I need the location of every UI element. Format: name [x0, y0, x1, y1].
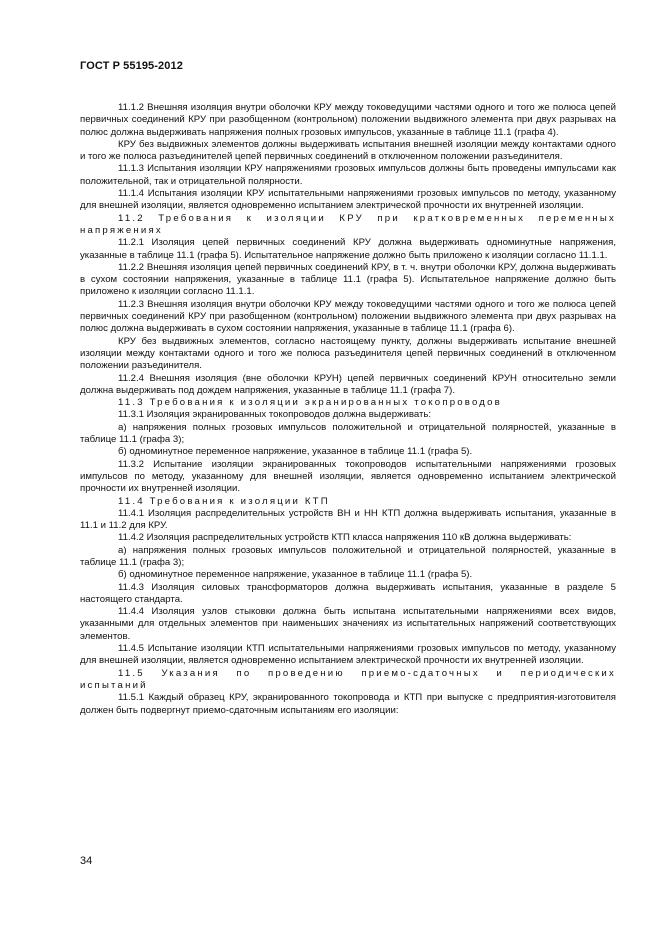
paragraph: 11.1.3 Испытания изоляции КРУ напряжениями грозовых импульсов должны быть проведены импульсами как положительной, так и отрицательной полярности. [80, 163, 616, 187]
paragraph: 11.4.4 Изоляция узлов стыковки должна быть испытана испытательными напряжениями всех видов, указанными для отдельных элементов при наименьших значениях из испытательных напряжений соответствующих элементов. [80, 606, 616, 642]
paragraph: 11.4.5 Испытание изоляции КТП испытательными напряжениями грозовых импульсов по методу, указанному для внешней изоляции, является одновременно испытанием электрической прочности их внутренней изоляции. [80, 643, 616, 667]
paragraph: а) напряжения полных грозовых импульсов положительной и отрицательной полярностей, указанные в таблице 11.1 (графа 3); [80, 544, 616, 568]
paragraph: 11.2.1 Изоляция цепей первичных соединений КРУ должна выдерживать одноминутные напряжения, указанные в таблице 11.1 (графа 5). Испытательное напряжение должно быть приложено к изоляции согласно 11.1.1. [80, 237, 616, 261]
section-heading: 11.5 Указания по проведению приемо-сдаточных и периодических испытаний [80, 667, 616, 691]
paragraph: а) напряжения полных грозовых импульсов положительной и отрицательной полярностей, указанные в таблице 11.1 (графа 3); [80, 421, 616, 446]
section-heading: 11.4 Требования к изоляции КТП [118, 495, 330, 507]
paragraph: 11.2.3 Внешняя изоляция внутри оболочки КРУ между токоведущими частями одного и того же полюса цепей первичных соединений КРУ при разобщенном (контрольном) положении выдвижного элемента при двух разрывах на полюс должна выдерживать в сухом состоянии напряжения, указанные в таблице 11.1 (графа 6). [80, 298, 616, 335]
paragraph: 11.2.2 Внешняя изоляция цепей первичных соединений КРУ, в т. ч. внутри оболочки КРУ, должна выдерживать в сухом состоянии напряжения, указанные в таблице 11.1 (графа 5). Испытательное напряжение должно быть приложено к изоляции согласно 11.1.1. [80, 261, 616, 298]
section-heading: 11.2 Требования к изоляции КРУ при кратковременных переменных напряжениях [80, 212, 616, 236]
paragraph: б) одноминутное переменное напряжение, указанное в таблице 11.1 (графа 5). [118, 569, 473, 581]
paragraph: б) одноминутное переменное напряжение, указанное в таблице 11.1 (графа 5). [118, 446, 473, 458]
paragraph: КРУ без выдвижных элементов должны выдерживать испытания внешней изоляции между контактами одного и того же полюса разъединителей цепей первичных соединений в отключенном положении разъединителя. [80, 138, 616, 163]
document-body [80, 102, 616, 717]
page-number: 34 [80, 855, 93, 867]
paragraph: КРУ без выдвижных элементов, согласно настоящему пункту, должны выдерживать испытание внешней изоляции между контактами одного и того же полюса разъединителя цепей первичных соединений в отключенном положении разъединителя. [80, 335, 616, 372]
paragraph: 11.2.4 Внешняя изоляция (вне оболочки КРУН) цепей первичных соединений КРУН относительно земли должна выдерживать под дождем напряжения, указанные в таблице 11.1 (графа 7). [80, 372, 616, 396]
paragraph: 11.4.1 Изоляция распределительных устройств ВН и НН КТП должна выдерживать испытания, указанные в 11.1 и 11.2 для КРУ. [80, 507, 616, 532]
paragraph: 11.4.2 Изоляция распределительных устройств КТП класса напряжения 110 кВ должна выдерживать: [118, 532, 572, 544]
paragraph: 11.4.3 Изоляция силовых трансформаторов должна выдерживать испытания, указанные в разделе 5 настоящего стандарта. [80, 581, 616, 605]
paragraph: 11.3.1 Изоляция экранированных токопроводов должна выдерживать: [118, 409, 431, 421]
paragraph: 11.1.2 Внешняя изоляция внутри оболочки КРУ между токоведущими частями одного и того же полюса цепей первичных соединений КРУ при разобщенном (контрольном) положении выдвижного элемента при двух разрывах на полюс должна выдерживать напряжения полных грозовых импульсов, указанные в таблице 11.1 (графа 4). [80, 102, 616, 138]
paragraph: 11.5.1 Каждый образец КРУ, экранированного токопровода и КТП при выпуске с предприятия-изготовителя должен быть подвергнут приемо-сдаточным испытаниям его изоляции: [80, 692, 616, 716]
paragraph: 11.1.4 Испытания изоляции КРУ испытательными напряжениями грозовых импульсов по методу, указанному для внешней изоляции, является одновременно испытанием электрической прочности их внутренней изоляции. [80, 188, 616, 212]
page-header-standard: ГОСТ Р 55195-2012 [80, 60, 183, 72]
paragraph: 11.3.2 Испытание изоляции экранированных токопроводов испытательными напряжениями грозовых импульсов по методу, указанному для внешней изоляции, является одновременно испытанием электрической прочности их внутренней изоляции. [80, 458, 616, 495]
section-heading: 11.3 Требования к изоляции экранированных токопроводов [118, 397, 502, 409]
